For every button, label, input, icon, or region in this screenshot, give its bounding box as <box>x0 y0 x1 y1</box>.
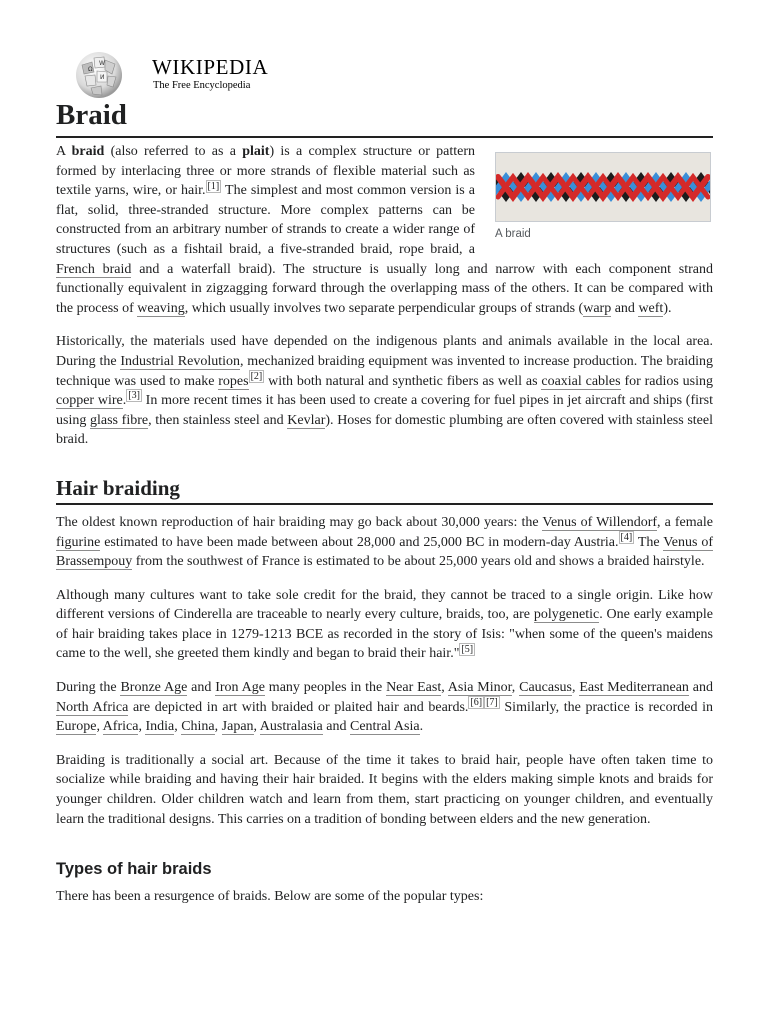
section-heading-types-of-hair-braids: Types of hair braids <box>56 860 212 879</box>
reference-2[interactable]: [2] <box>250 370 263 382</box>
link-north-africa[interactable]: North Africa <box>56 699 129 715</box>
article-body <box>56 142 713 921</box>
link-india[interactable]: India <box>145 719 175 735</box>
braid-image[interactable] <box>495 152 711 222</box>
reference-4[interactable]: [4] <box>620 531 633 543</box>
reference-1[interactable]: [1] <box>207 180 220 192</box>
figure-caption: A braid <box>495 228 531 240</box>
reference-6[interactable]: [6] <box>470 697 483 708</box>
link-ropes[interactable]: ropes <box>218 373 249 389</box>
term-plait: plait <box>242 144 270 159</box>
link-french-braid[interactable]: French braid <box>56 261 132 277</box>
link-asia-minor[interactable]: Asia Minor <box>447 680 512 696</box>
link-australasia[interactable]: Australasia <box>259 719 323 735</box>
link-figurine[interactable]: figurine <box>56 534 101 550</box>
reference-7[interactable]: [7] <box>486 697 498 708</box>
history-paragraph: Historically, the materials used have depended on the indigenous plants and animals available in the local area. During the Industrial Revolution, mechanized braiding equipment was invented to increase production. The braiding technique was used to make ropes [2] with both natural and synthetic fibers as well as coaxial cables for radios using copper wire. [3] In more recent times it has been used to create a covering for fuel pipes in jet aircraft and ships (first using glass fibre, then stainless steel and Kevlar). Hoses for domestic plumbing are often covered with stainless steel braid. <box>56 334 714 448</box>
link-venus-of-willendorf[interactable]: Venus of Willendorf <box>542 514 658 530</box>
wikipedia-tagline: The Free Encyclopedia <box>153 80 251 91</box>
reference-5[interactable]: [5] <box>461 643 474 655</box>
section-heading-hair-braiding: Hair braiding <box>56 474 713 505</box>
hair-paragraph-2: Although many cultures want to take sole credit for the braid, they cannot be traced to a single origin. Like how different versions of Cinderella are traceable to nearly every culture, braids, too, are polygenetic. One early example of hair braiding takes place in 1279-1213 BCE as recorded in the story of Isis: "when some of the queen's maidens came to the well, she greeted them kindly and began to braid their hair." [5] <box>56 587 713 662</box>
intro-paragraph: A braid (also referred to as a plait) is a complex structure or pattern formed by interlacing three or more strands of flexible material such as textile yarns, wire, or hair. [1] The simplest and most common version is a flat, solid, three-stranded structure. More complex patterns can be constructed from an arbitrary number of strands to create a wider range of structures (such as a fishtail braid, a five-stranded braid, rope braid, a French braid and a waterfall braid). The structure is usually long and narrow with each component strand functionally equivalent in zigzagging forward through the overlapping mass of the others. It can be compared with the process of weaving, which usually involves two separate perpendicular groups of strands (warp and weft). <box>56 144 713 316</box>
link-warp[interactable]: warp <box>583 300 612 316</box>
hair-paragraph-3: During the Bronze Age and Iron Age many peoples in the Near East, Asia Minor, Caucasus, East Mediterranean and North Africa are depicted in art with braided or plaited hair and beards. [6] [7] Similarly, the practice is recorded in Europe, Africa, India, China, Japan, Australasia and Central Asia. <box>56 680 713 735</box>
wikipedia-globe-icon <box>74 50 124 100</box>
hair-paragraph-4: Braiding is traditionally a social art. Because of the time it takes to braid hair, people have often taken time to socialize while braiding and having their hair braided. It begins with the elders making simple knots and braids for younger children. Older children watch and learn from them, start practicing on younger children, and eventually learn the traditional designs. This carries on a tradition of bonding between elders and the new generation. <box>56 752 713 827</box>
svg-text:И: И <box>100 74 105 81</box>
link-east-mediterranean[interactable]: East Mediterranean <box>579 680 689 696</box>
link-central-asia[interactable]: Central Asia <box>349 719 420 735</box>
link-copper-wire[interactable]: copper wire <box>56 393 123 409</box>
link-kevlar[interactable]: Kevlar <box>287 412 326 428</box>
link-europe[interactable]: Europe <box>56 719 97 735</box>
wikipedia-wordmark: WIKIPEDIA <box>152 55 269 79</box>
link-bronze-age[interactable]: Bronze Age <box>120 680 188 696</box>
link-africa[interactable]: Africa <box>102 719 139 735</box>
link-japan[interactable]: Japan <box>221 719 254 735</box>
reference-3[interactable]: [3] <box>128 390 140 402</box>
svg-text:Ω: Ω <box>88 66 93 73</box>
link-weft[interactable]: weft <box>638 300 664 316</box>
figure-braid <box>495 152 713 242</box>
link-weaving[interactable]: weaving <box>137 300 185 316</box>
hair-paragraph-1: The oldest known reproduction of hair braiding may go back about 30,000 years: the Venus of Willendorf, a female figurine estimated to have been made between about 28,000 and 25,000 BC in modern-day Austria. [4] The Venus of Brassempouy from the southwest of France is estimated to be about 25,000 years old and shows a braided hairstyle. <box>56 514 713 570</box>
types-paragraph: There has been a resurgence of braids. Below are some of the popular types: <box>56 889 484 905</box>
term-braid: braid <box>71 144 105 159</box>
page-title: Braid <box>56 96 713 138</box>
link-caucasus[interactable]: Caucasus <box>519 680 572 696</box>
link-iron-age[interactable]: Iron Age <box>215 680 265 696</box>
link-polygenetic[interactable]: polygenetic <box>533 607 600 623</box>
link-industrial-revolution[interactable]: Industrial Revolution <box>120 353 241 369</box>
link-glass-fibre[interactable]: glass fibre <box>90 412 149 428</box>
link-china[interactable]: China <box>181 719 215 735</box>
link-coaxial-cables[interactable]: coaxial cables <box>541 373 621 389</box>
svg-text:W: W <box>99 60 105 67</box>
link-near-east[interactable]: Near East <box>386 680 442 696</box>
link-venus-of-brassempouy[interactable]: Venus of Brassempouy <box>56 534 713 570</box>
